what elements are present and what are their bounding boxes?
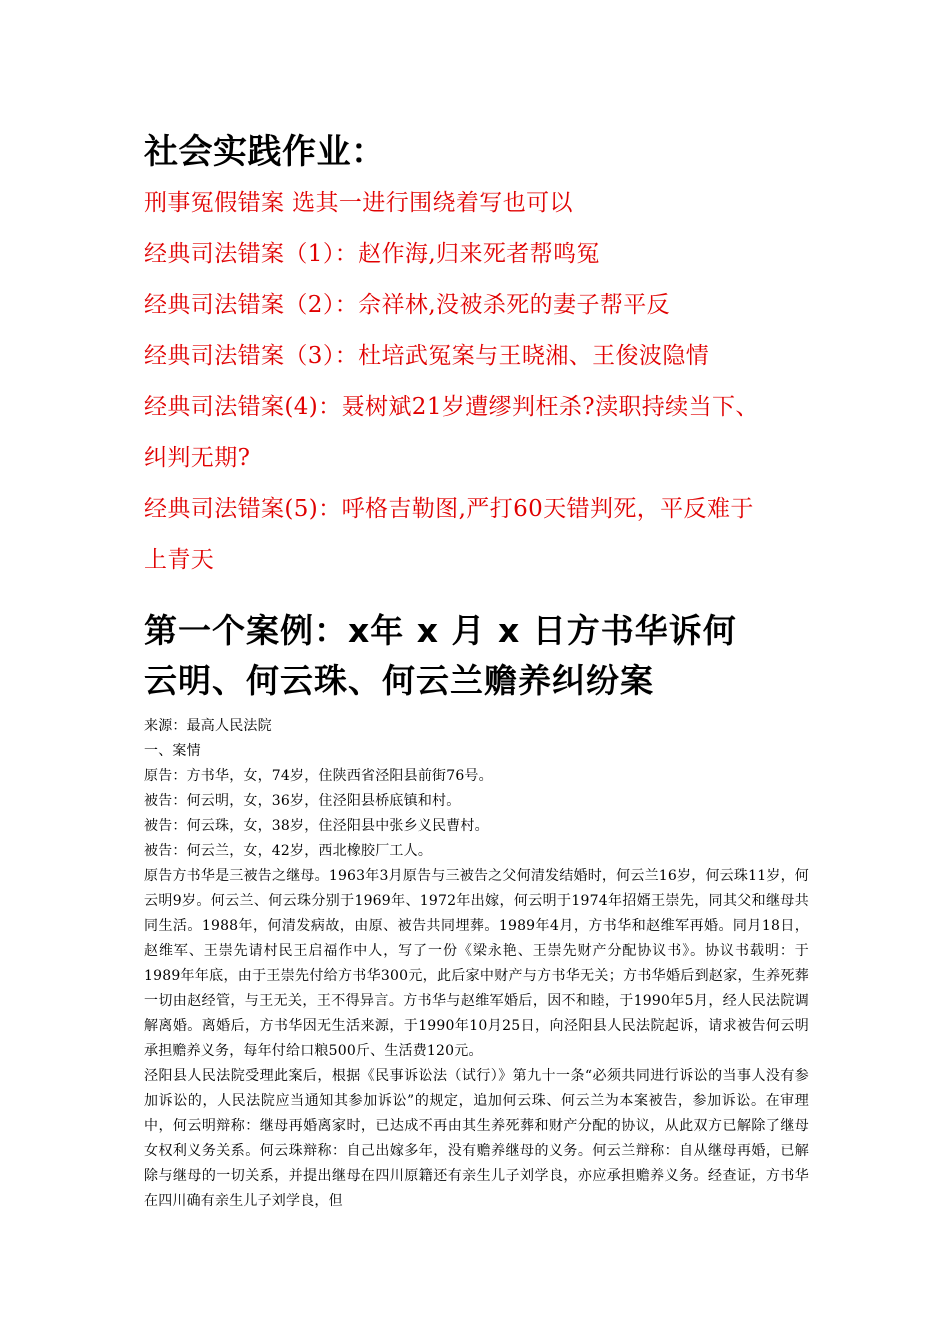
red-line: 经典司法错案(5)：呼格吉勒图,严打60天错判死，平反难于 — [144, 496, 754, 522]
red-line: 上青天 — [144, 547, 215, 573]
red-line: 经典司法错案（3）：杜培武冤案与王晓湘、王俊波隐情 — [144, 343, 710, 369]
body-paragraph: 原告：方书华，女，74岁，住陕西省泾阳县前街76号。 — [144, 768, 493, 784]
case-title-line-2: 云明、何云珠、何云兰赡养纠纷案 — [144, 661, 654, 700]
red-line: 经典司法错案（1）：赵作海,归来死者帮鸣冤 — [144, 241, 600, 267]
document-page — [144, 126, 809, 1214]
case-title-line-1: 第一个案例：x年 x 月 x 日方书华诉何 — [144, 611, 737, 650]
red-line: 纠判无期? — [144, 445, 251, 471]
red-case-list — [144, 178, 809, 586]
red-line: 经典司法错案（2）：佘祥林,没被杀死的妻子帮平反 — [144, 292, 671, 318]
body-paragraph: 原告方书华是三被告之继母。1963年3月原告与三被告之父何清发结婚时，何云兰16岁，何云珠11岁，何云明9岁。何云兰、何云珠分别于1969年、1972年出嫁，何云明于1974年招婿王崇先，同其父和继母共同生活。1988年，何清发病故，由原、被告共同埋葬。1989年4月，方书华和赵维军再婚。同月18日，赵维军、王崇先请村民王启福作中人，写了一份《梁永艳、王崇先财产分配协议书》。协议书载明：于1989年年底，由于王崇先付给方书华300元，此后家中财产与方书华无关；方书华婚后到赵家，生养死葬一切由赵经管，与王无关，王不得异言。方书华与赵维军婚后，因不和睦，于1990年5月，经人民法院调解离婚。离婚后，方书华因无生活来源，于1990年10月25日，向泾阳县人民法院起诉，请求被告何云明承担赡养义务，每年付给口粮500斤、生活费120元。 — [144, 868, 809, 1059]
case-body — [144, 714, 809, 1214]
body-paragraph: 来源：最高人民法院 — [144, 718, 272, 734]
body-paragraph: 一、案情 — [144, 743, 201, 759]
body-paragraph: 泾阳县人民法院受理此案后，根据《民事诉讼法（试行）》第九十一条“必须共同进行诉讼的当事人没有参加诉讼的，人民法院应当通知其参加诉讼”的规定，追加何云珠、何云兰为本案被告，参加诉讼。在审理中，何云明辩称：继母再婚离家时，已达成不再由其生养死葬和财产分配的协议，从此双方已解除了继母女权利义务关系。何云珠辩称：自己出嫁多年，没有赡养继母的义务。何云兰辩称：自从继母再婚，已解除与继母的一切关系，并提出继母在四川原籍还有亲生儿子刘学良，亦应承担赡养义务。经查证，方书华在四川确有亲生儿子刘学良，但 — [144, 1068, 809, 1209]
red-line: 经典司法错案(4)：聂树斌21岁遭缪判枉杀?渎职持续当下、 — [144, 394, 759, 420]
assignment-title: 社会实践作业： — [144, 132, 386, 172]
body-paragraph: 被告：何云兰，女，42岁，西北橡胶厂工人。 — [144, 843, 433, 859]
body-paragraph: 被告：何云明，女，36岁，住泾阳县桥底镇和村。 — [144, 793, 461, 809]
red-line: 刑事冤假错案 选其一进行围绕着写也可以 — [144, 190, 573, 216]
body-paragraph: 被告：何云珠，女，38岁，住泾阳县中张乡义民曹村。 — [144, 818, 489, 834]
